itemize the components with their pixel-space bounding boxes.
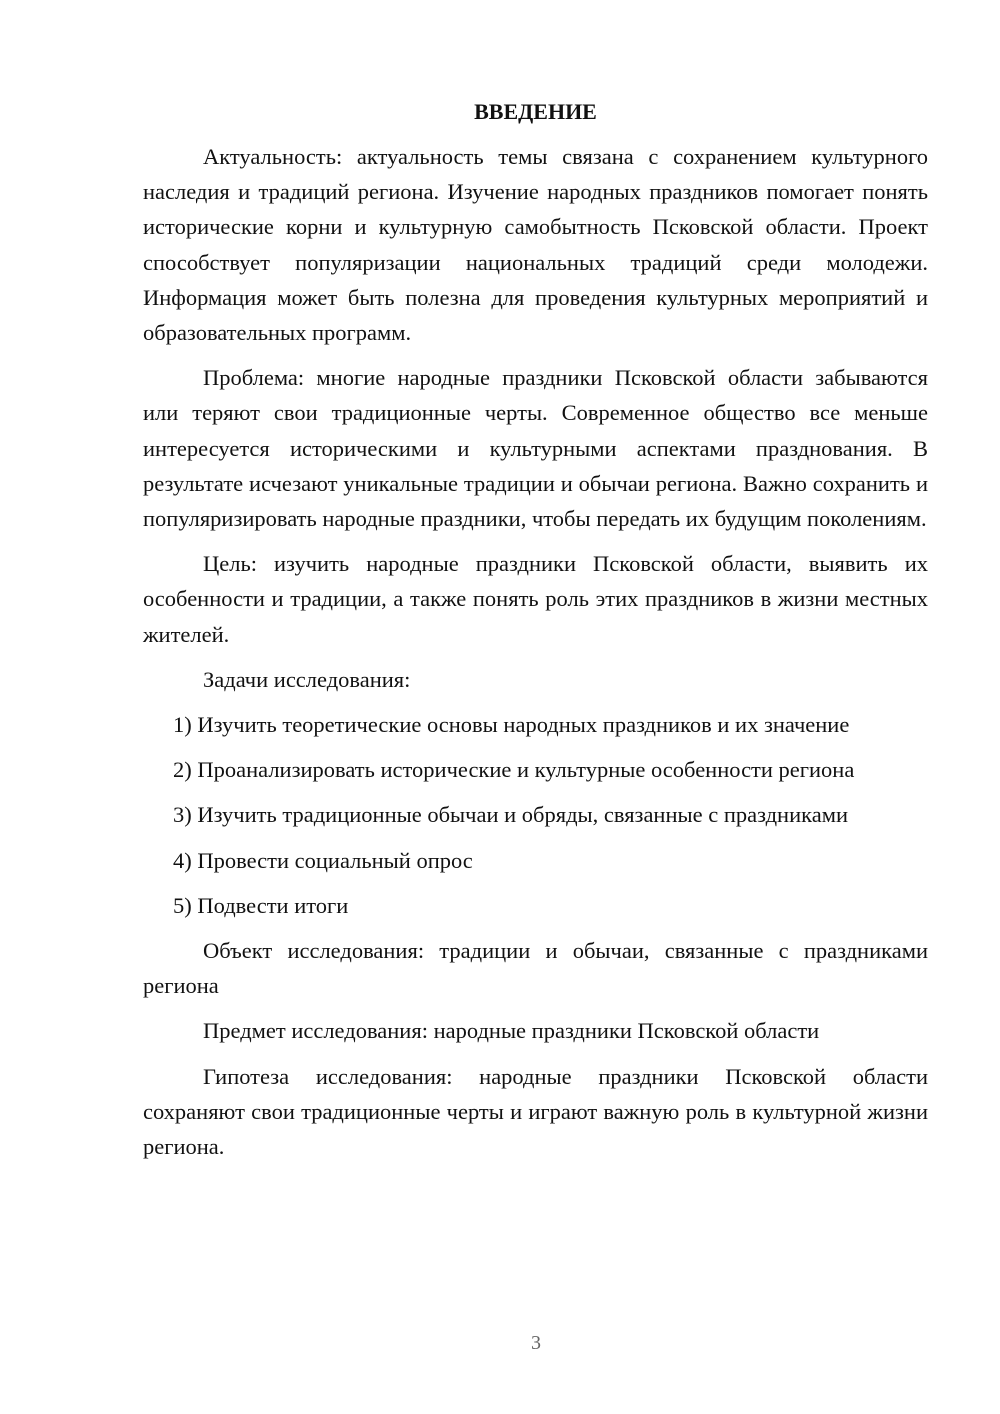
hypothesis-paragraph: Гипотеза исследования: народные праздники Псковской области сохраняют свои традиционные черты и играют важную роль в культурной жизни региона. — [143, 1063, 928, 1160]
page-content — [143, 95, 928, 1174]
relevance-paragraph: Актуальность: актуальность темы связана с сохранением культурного наследия и традиций региона. Изучение народных праздников помогает понять исторические корни и культурную самобытность Псковской области. Проект способствует популяризации национальных традиций среди молодежи. Информация может быть полезна для проведения культурных мероприятий и образовательных программ. — [143, 144, 928, 346]
goal-paragraph: Цель: изучить народные праздники Псковской области, выявить их особенности и традиции, а также понять роль этих праздников в жизни местных жителей. — [143, 551, 928, 647]
section-heading: ВВЕДЕНИЕ — [474, 99, 597, 124]
problem-paragraph: Проблема: многие народные праздники Псковской области забываются или теряют свои традиционные черты. Современное общество все меньше интересуется историческими и культурными аспектами празднования. В результате исчезают уникальные традиции и обычаи региона. Важно сохранить и популяризировать народные праздники, чтобы передать их будущим поколениям. — [143, 365, 928, 532]
task-item-3: 3) Изучить традиционные обычаи и обряды, связанные с праздниками — [173, 802, 848, 828]
task-item-5: 5) Подвести итоги — [173, 892, 349, 918]
task-item-1: 1) Изучить теоретические основы народных праздников и их значение — [173, 712, 850, 738]
task-item-4: 4) Провести социальный опрос — [173, 847, 473, 873]
task-item-2: 2) Проанализировать исторические и культурные особенности региона — [173, 757, 855, 783]
subject-paragraph: Предмет исследования: народные праздники Псковской области — [203, 1018, 820, 1044]
page-number: 3 — [531, 1332, 541, 1354]
object-paragraph: Объект исследования: традиции и обычаи, связанные с праздниками региона — [143, 938, 928, 999]
tasks-heading: Задачи исследования: — [203, 666, 411, 692]
